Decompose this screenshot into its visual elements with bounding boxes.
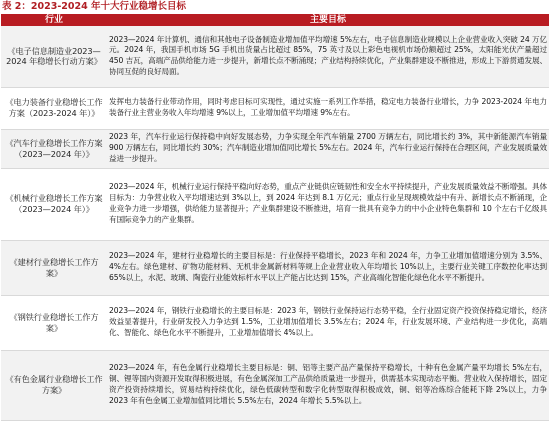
goal-cell: 2023—2024 年，建材行业稳增长的主要目标是：行业保持平稳增长，2023 年和 2024 年，力争工业增加值增速分别为 3.5%、4%左右。绿色建材、矿物功能材料、无机非金属新材料等规上企业营业收入年均增长 10%以上，主要行业关键工序数控化率达到 65%以上，水泥、玻璃、陶瓷行业能效标杆水平以上产能占比达到 15%，产业高端化智能化绿色化水平不断提升。 xyxy=(107,240,549,295)
goal-cell: 发挥电力装备行业带动作用，同时考虑目标可实现性，通过实施一系列工作举措，稳定电力装备行业增长，力争 2023-2024 年电力装备行业主营业务收入年均增速 9%以上，工业增加值平均增速 9%左右。 xyxy=(107,87,549,129)
column-header-industry: 行业 xyxy=(1,14,107,26)
industry-name-cell: 《钢铁行业稳增长工作方案》 xyxy=(1,295,107,350)
goal-cell: 2023—2024 年，有色金属行业稳增长主要目标是：铜、铝等主要产品产量保持平稳增长，十种有色金属产量平均增长 5%左右，铜、锂等国内资源开发取得积极进展，有色金属深加工产品供给质量进一步提升，供需基本实现动态平衡。营业收入保持增长，固定资产投资持续增长，贸易结构持续优化，绿色低碳转型和数字化转型取得积极成效，铜、铝等冶炼综合能耗下降 2%以上，力争 2023 年有色金属工业增加值同比增长 5.5%左右，2024 年增长 5.5%以上。 xyxy=(107,350,549,420)
table-row xyxy=(1,168,549,240)
table-header-row xyxy=(1,14,549,26)
table-row xyxy=(1,26,549,87)
table-row xyxy=(1,87,549,129)
industry-name-cell: 《电子信息制造业2023—2024 年稳增长行动方案》 xyxy=(1,26,107,87)
industry-name-cell: 《建材行业稳增长工作方案》 xyxy=(1,240,107,295)
table-row xyxy=(1,240,549,295)
goal-cell: 2023—2024 年，钢铁行业稳增长的主要目标是：2023 年，钢铁行业保持运行态势平稳，全行业固定资产投资保持稳定增长，经济效益显著提升，行业研发投入力争达到 1.5%，工业增加值增长 3.5%左右；2024 年，行业发展环境、产业结构进一步优化，高端化、智能化、绿色化水平不断提升，工业增加值增长 4%以上。 xyxy=(107,295,549,350)
table-row xyxy=(1,129,549,168)
table-row xyxy=(1,295,549,350)
table-title: 表 2：2023-2024 年十大行业稳增长目标 xyxy=(2,1,187,12)
industry-name-cell: 《有色金属行业稳增长工作方案》 xyxy=(1,350,107,420)
column-header-goal: 主要目标 xyxy=(107,14,549,26)
goal-cell: 2023—2024 年计算机、通信和其他电子设备制造业增加值平均增速 5%左右，电子信息制造业规模以上企业营业收入突破 24 万亿元。2024 年，我国手机市场 5G 手机出货量占比超过 85%，75 英寸及以上彩色电视机市场份额超过 25%，太阳能光伏产量超过 450 吉瓦，高端产品供给能力进一步提升，新增长点不断涌现；产业结构持续优化，产业集群建设不断推进，形成上下游贯通发展、协同互促的良好局面。 xyxy=(107,26,549,87)
industry-name-cell: 《电力装备行业稳增长工作方案（2023-2024 年）》 xyxy=(1,87,107,129)
industry-name-cell: 《机械行业稳增长工作方案（2023—2024 年）》 xyxy=(1,168,107,240)
goal-cell: 2023 年，汽车行业运行保持稳中向好发展态势，力争实现全年汽车销量 2700 万辆左右，同比增长约 3%，其中新能源汽车销量 900 万辆左右，同比增长约 30%；汽车制造业增加值同比增长 5%左右。2024 年，汽车行业运行保持在合理区间，产业发展质量效益进一步提升。 xyxy=(107,129,549,168)
industry-name-cell: 《汽车行业稳增长工作方案（2023—2024 年）》 xyxy=(1,129,107,168)
goal-cell: 2023—2024 年，机械行业运行保持平稳向好态势，重点产业链供应链韧性和安全水平持续提升，产业发展质量效益不断增强。具体目标为：力争营业收入平均增速达到 3%以上，到 2024 年达到 8.1 万亿元；重点行业呈现规模效益中有升、新增长点不断涌现，企业竞争力进一步增强，供给能力显著提升；产业集群建设不断推进，培育一批具有竞争力的中小企业特色集群和 10 个左右千亿级具有国际竞争力的产业集群。 xyxy=(107,168,549,240)
industry-targets-table xyxy=(1,14,549,421)
table-row xyxy=(1,350,549,420)
